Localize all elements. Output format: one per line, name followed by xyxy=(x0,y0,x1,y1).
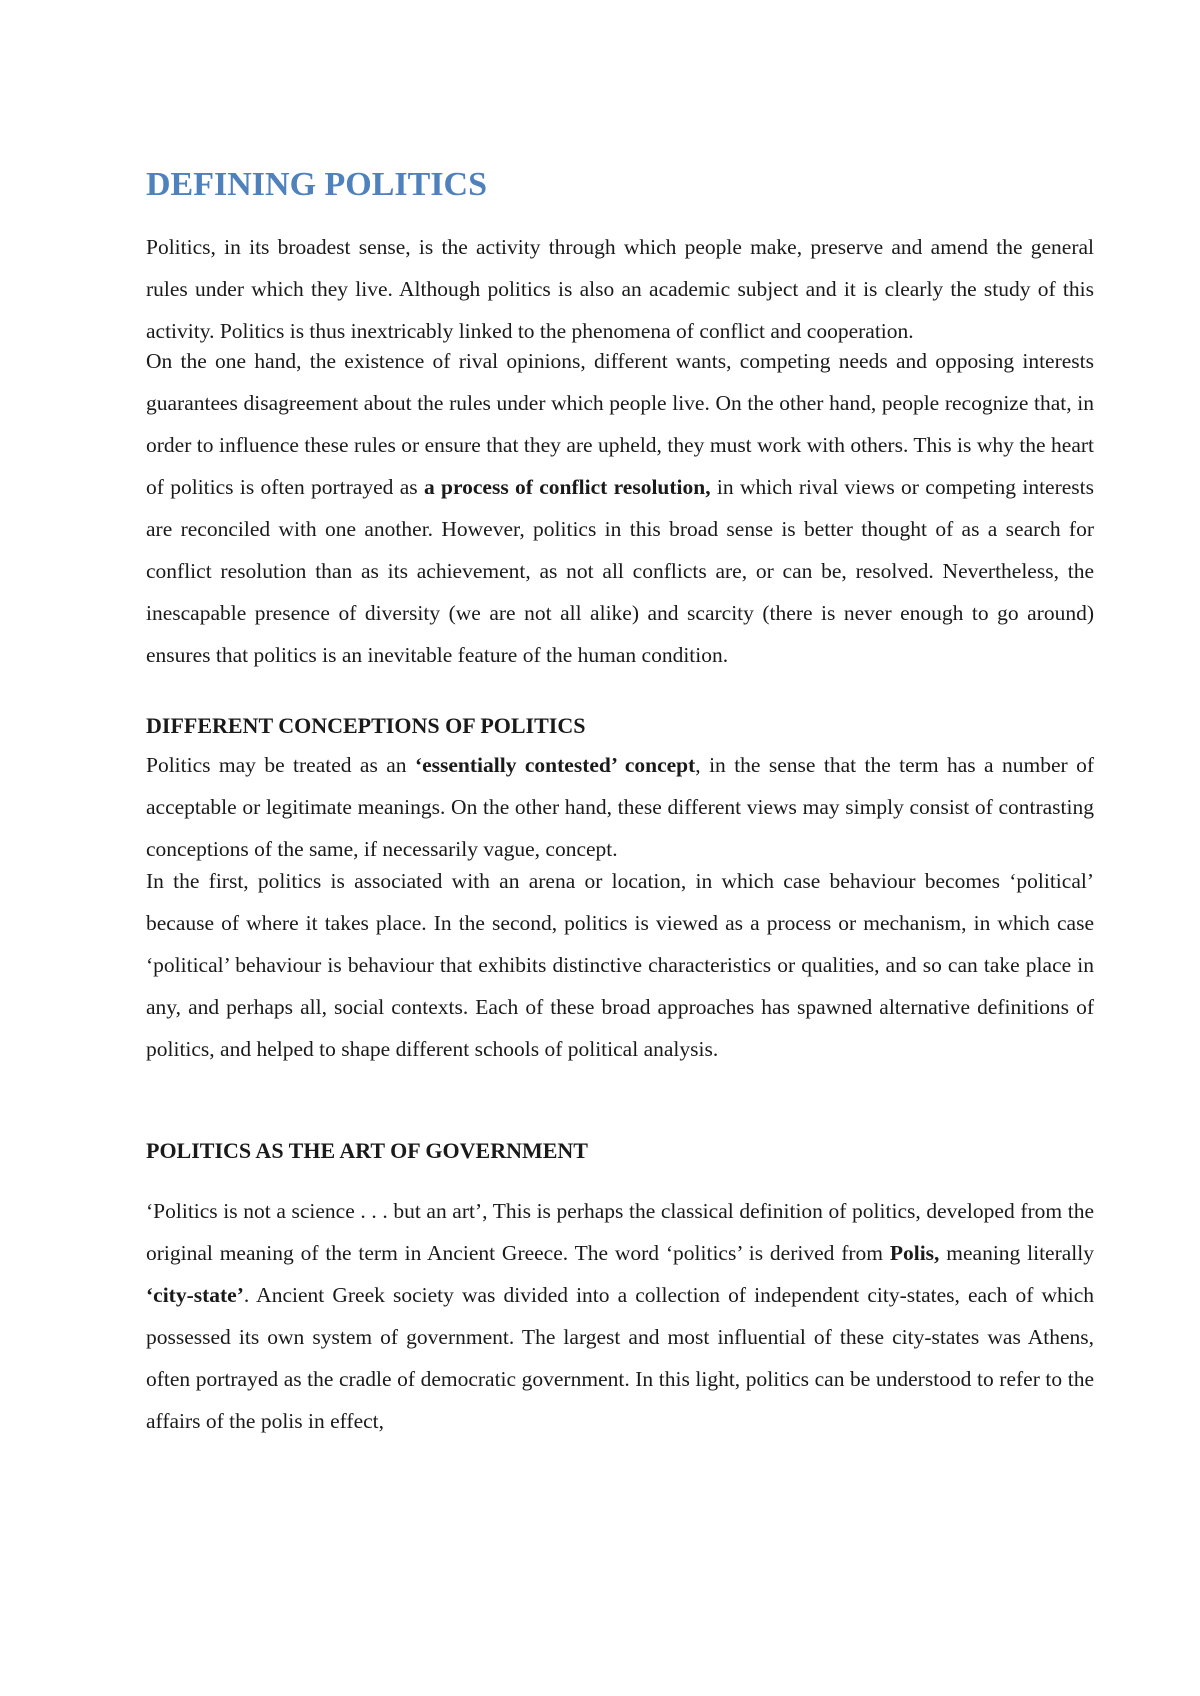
art-paragraph-mid: meaning literally xyxy=(939,1241,1094,1265)
conceptions-paragraph-2-text: In the first, politics is associated with an arena or location, in which case behaviour becomes ‘political’ because of where it takes place. In the second, politics is viewed as a process or mechanism, in which case ‘political’ behaviour is behaviour that exhibits distinctive characteristics or qualities, and so can take place in any, and perhaps all, social contexts. Each of these broad approaches has spawned alternative definitions of politics, and helped to shape different schools of political analysis. xyxy=(146,869,1094,1061)
conceptions-paragraph-1-end: , in the sense that the term has a number of acceptable or legitimate meanings. On the other hand, these different views may simply consist of contrasting conceptions of the same, if necessarily vague, concept. xyxy=(146,753,1094,861)
art-of-government-paragraph xyxy=(146,1190,1094,1442)
intro-paragraph-2-start: On the one hand, the existence of rival opinions, different wants, competing needs and opposing interests guarantees disagreement about the rules under which people live. On the other hand, people recognize that, in order to influence these rules or ensure that they are upheld, they must work with others. This is why the heart of politics is often portrayed as xyxy=(146,349,1094,499)
conceptions-paragraph-1-start: Politics may be treated as an xyxy=(146,753,415,777)
intro-paragraph-2-end: in which rival views or competing interests are reconciled with one another. However, politics in this broad sense is better thought of as a search for conflict resolution than as its achievement, as not all conflicts are, or can be, resolved. Nevertheless, the inescapable presence of diversity (we are not all alike) and scarcity (there is never enough to go around) ensures that politics is an inevitable feature of the human condition. xyxy=(146,475,1095,667)
section-heading-art-of-government: POLITICS AS THE ART OF GOVERNMENT xyxy=(146,1138,588,1163)
art-paragraph-bold-polis: Polis, xyxy=(889,1241,940,1265)
page-title: DEFINING POLITICS xyxy=(146,166,488,203)
conceptions-paragraph-2 xyxy=(146,860,1094,1070)
intro-paragraph-2-bold: a process of conflict resolution, xyxy=(423,475,711,499)
art-paragraph-start: ‘Politics is not a science . . . but an art’, This is perhaps the classical definition of politics, developed from the original meaning of the term in Ancient Greece. The word ‘politics’ is derived from xyxy=(146,1199,1094,1265)
art-paragraph-end: . Ancient Greek society was divided into a collection of independent city-states, each of which possessed its own system of government. The largest and most influential of these city-states was Athens, often portrayed as the cradle of democratic government. In this light, politics can be understood to refer to the affairs of the polis in effect, xyxy=(146,1283,1094,1433)
art-paragraph-bold-city-state: ‘city-state’ xyxy=(146,1283,244,1307)
conceptions-paragraph-1 xyxy=(146,744,1094,870)
conceptions-paragraph-1-bold: ‘essentially contested’ concept xyxy=(414,753,696,777)
intro-paragraph-1-text: Politics, in its broadest sense, is the activity through which people make, preserve and amend the general rules under which they live. Although politics is also an academic subject and it is clearly the study of this activity. Politics is thus inextricably linked to the phenomena of conflict and cooperation. xyxy=(146,235,1094,343)
intro-paragraph-2 xyxy=(146,340,1094,676)
intro-paragraph-1 xyxy=(146,226,1094,352)
section-heading-conceptions: DIFFERENT CONCEPTIONS OF POLITICS xyxy=(146,713,586,738)
